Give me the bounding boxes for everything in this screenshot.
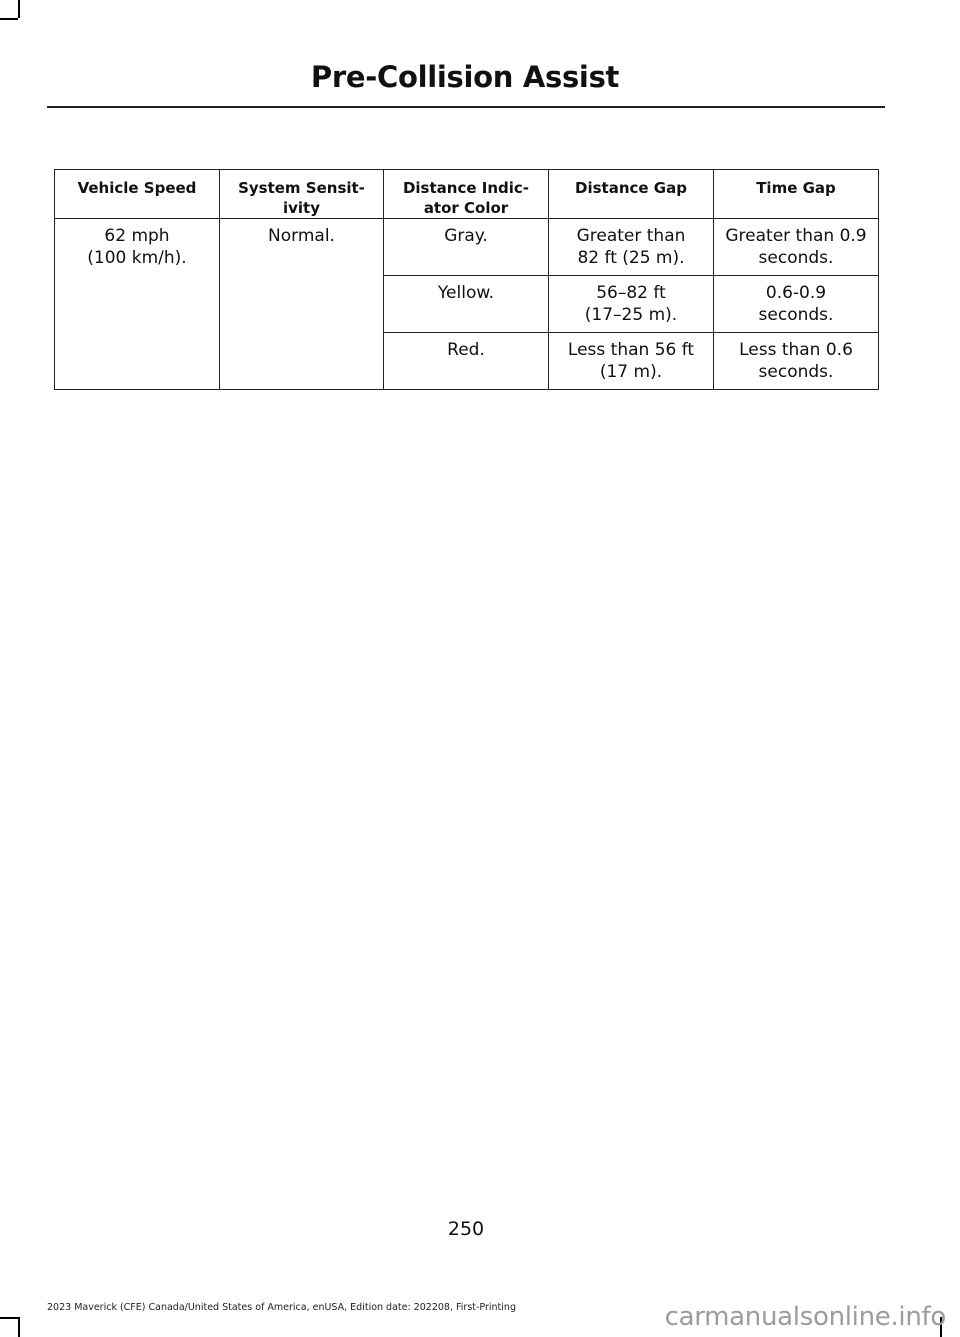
page-number: 250 (447, 1218, 485, 1240)
cell-indicator-color: Red. (384, 333, 549, 390)
header-distance-gap: Distance Gap (549, 170, 714, 219)
header-vehicle-speed: Vehicle Speed (55, 170, 220, 219)
crop-mark-top-left (18, 0, 20, 18)
watermark: carmanualsonline.info (664, 1302, 946, 1332)
header-time-gap: Time Gap (714, 170, 879, 219)
distance-indicator-table (54, 169, 879, 390)
cell-indicator-color: Yellow. (384, 276, 549, 333)
edition-footer: 2023 Maverick (CFE) Canada/United States of America, enUSA, Edition date: 202208, First-Printing (47, 1302, 516, 1313)
cell-time-gap: 0.6-0.9 seconds. (714, 276, 879, 333)
crop-mark-bottom-left (0, 1317, 18, 1319)
cell-distance-gap: 56–82 ft (17–25 m). (549, 276, 714, 333)
header-distance-indicator-color: Distance Indic- ator Color (384, 170, 549, 219)
cell-distance-gap: Less than 56 ft (17 m). (549, 333, 714, 390)
cell-time-gap: Greater than 0.9 seconds. (714, 219, 879, 276)
cell-distance-gap: Greater than 82 ft (25 m). (549, 219, 714, 276)
crop-mark-bottom-left (18, 1317, 20, 1337)
header-system-sensitivity: System Sensit- ivity (220, 170, 384, 219)
crop-mark-top-left (0, 18, 18, 20)
page-title: Pre-Collision Assist (310, 60, 620, 94)
cell-time-gap: Less than 0.6 seconds. (714, 333, 879, 390)
cell-indicator-color: Gray. (384, 219, 549, 276)
table-header-row (55, 170, 879, 219)
cell-vehicle-speed: 62 mph (100 km/h). (55, 219, 220, 390)
title-divider (47, 106, 885, 108)
table-row (55, 219, 879, 276)
cell-sensitivity: Normal. (220, 219, 384, 390)
